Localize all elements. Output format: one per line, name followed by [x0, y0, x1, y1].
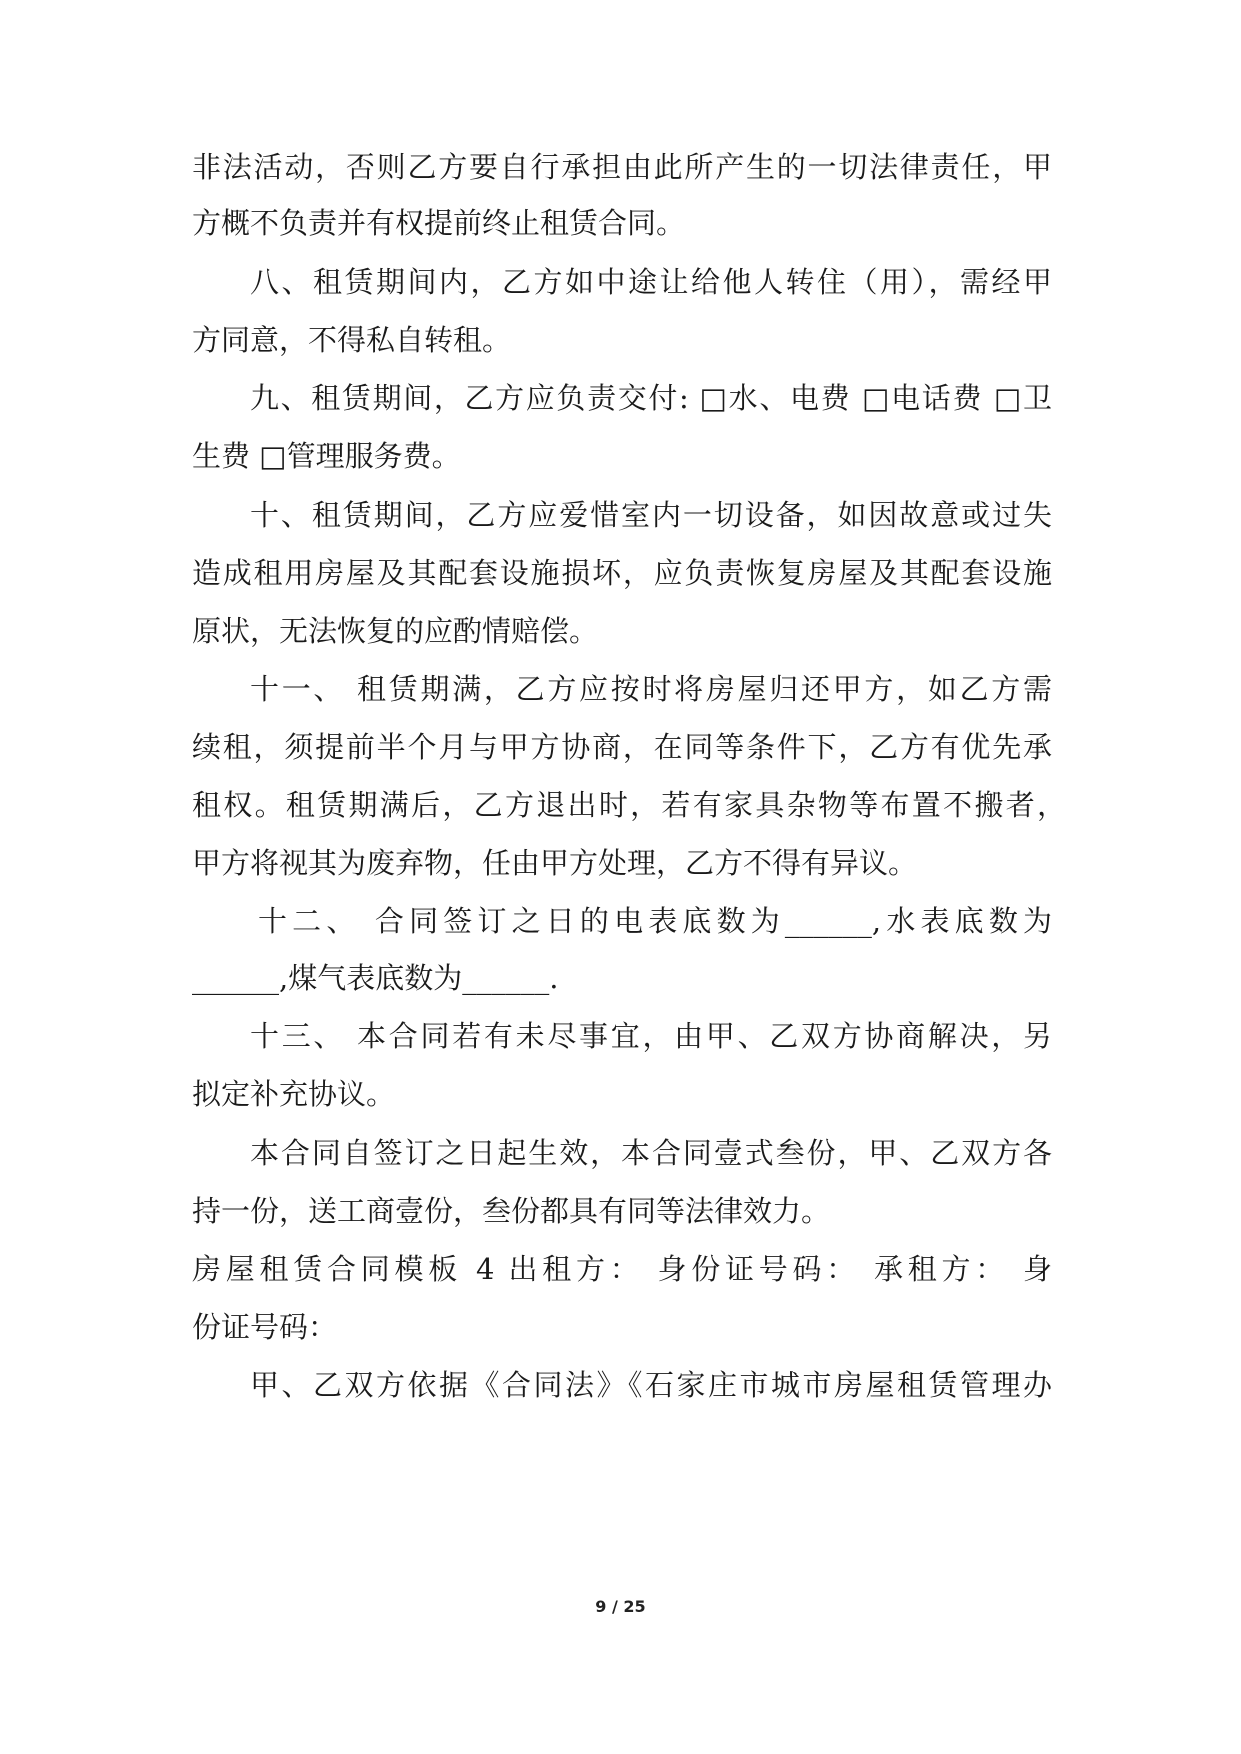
text-line: 本合同自签订之日起生效，本合同壹式叁份，甲、乙双方各 [250, 1136, 1052, 1170]
text-line: 持一份，送工商壹份，叁份都具有同等法律效力。 [192, 1194, 831, 1228]
text-line: 甲方将视其为废弃物，任由甲方处理，乙方不得有异议。 [192, 846, 918, 880]
text-line: 十二、 合同签订之日的电表底数为______,水表底数为 [258, 904, 1052, 938]
text-line: 十、租赁期间，乙方应爱惜室内一切设备，如因故意或过失 [250, 498, 1052, 532]
text-line: 方同意，不得私自转租。 [192, 323, 512, 357]
text-line: 十一、 租赁期满，乙方应按时将房屋归还甲方，如乙方需 [250, 672, 1052, 706]
text-line: 造成租用房屋及其配套设施损坏，应负责恢复房屋及其配套设施 [192, 556, 1052, 590]
text-line: 甲、乙双方依据《合同法》《石家庄市城市房屋租赁管理办 [250, 1368, 1052, 1402]
text-line: 方概不负责并有权提前终止租赁合同。 [192, 206, 686, 240]
text-line: 十三、 本合同若有未尽事宜，由甲、乙双方协商解决，另 [250, 1019, 1052, 1053]
text-line: 生费 □管理服务费。 [192, 439, 461, 473]
text-line: 八、租赁期间内，乙方如中途让给他人转住（用），需经甲 [250, 265, 1052, 299]
text-line: 房屋租赁合同模板 4 出租方： 身份证号码： 承租方： 身 [192, 1252, 1052, 1286]
text-line: 非法活动，否则乙方要自行承担由此所产生的一切法律责任，甲 [192, 150, 1052, 184]
text-line: 租权。租赁期满后，乙方退出时，若有家具杂物等布置不搬者， [192, 788, 1066, 822]
text-line: 续租，须提前半个月与甲方协商，在同等条件下，乙方有优先承 [192, 730, 1052, 764]
text-line: 原状，无法恢复的应酌情赔偿。 [192, 614, 599, 648]
text-line: 九、租赁期间，乙方应负责交付: □水、电费 □电话费 □卫 [250, 381, 1052, 415]
text-line: ______,煤气表底数为______. [192, 961, 559, 995]
page-number: 9 / 25 [595, 1597, 646, 1616]
text-line: 拟定补充协议。 [192, 1077, 396, 1111]
text-line: 份证号码： [192, 1310, 338, 1344]
